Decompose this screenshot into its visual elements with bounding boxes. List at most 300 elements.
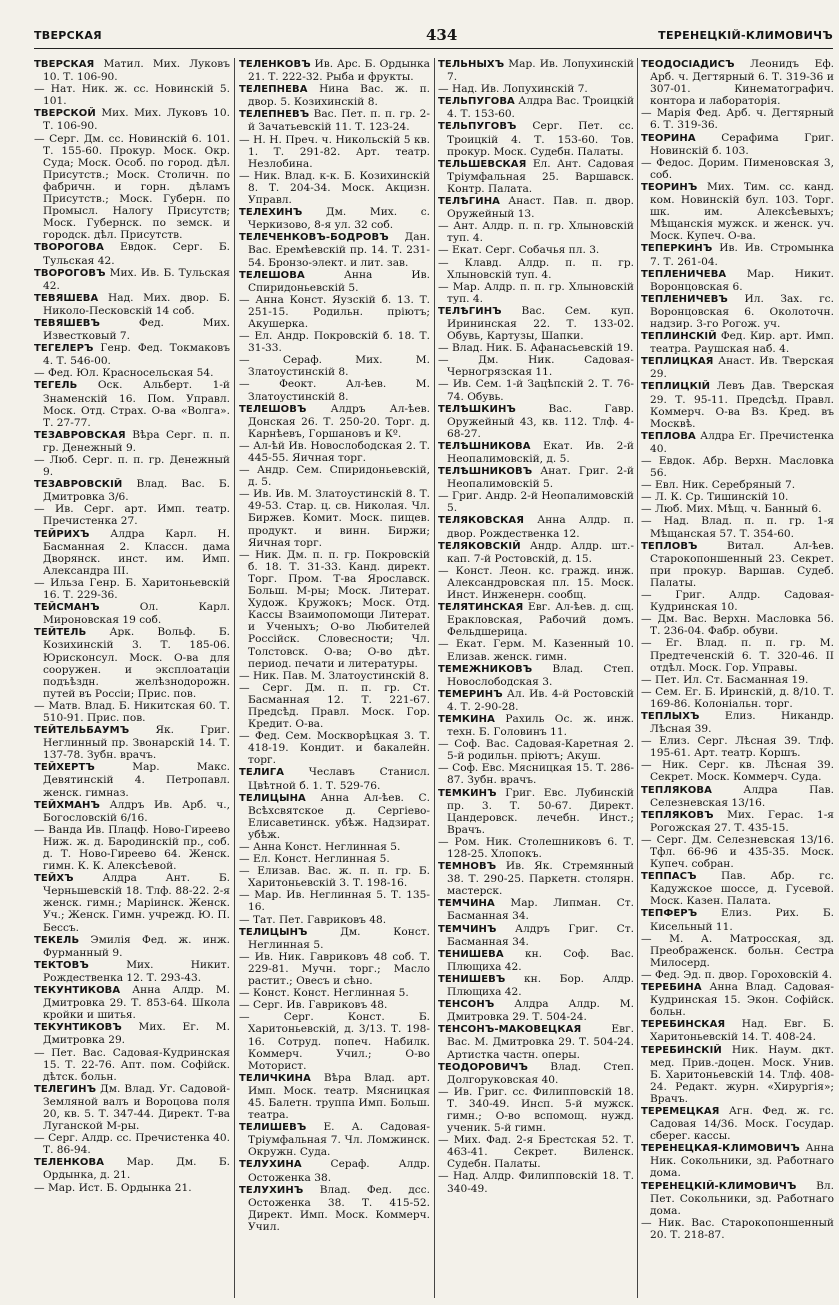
entry-surname: ТЕМЧИНЪ: [438, 923, 497, 935]
entry-surname: ТЕЛИГА: [239, 767, 285, 779]
entry-details: Елиз. Никандр. Лѣсная 39.: [650, 709, 834, 736]
entry-surname: ТЕЙХМАНЪ: [34, 799, 100, 811]
directory-entry: [641, 330, 834, 355]
entry-surname: ТВЕРСКАЯ: [34, 59, 95, 70]
directory-entry: [438, 440, 634, 465]
directory-entry: [239, 853, 430, 865]
entry-surname: ТЕЛЕПНЕВА: [239, 84, 308, 96]
directory-entry: [239, 134, 430, 170]
directory-entry: [641, 759, 834, 783]
entry-surname: ТЕЛЕЧЕНКОВЪ-БОДРОВЪ: [239, 232, 389, 244]
directory-entry: [239, 464, 430, 488]
directory-entry: [34, 503, 230, 527]
entry-surname: ТЕОРИНА: [641, 132, 696, 144]
directory-entry: [641, 515, 834, 539]
entry-details: Генр. Фед. Токмаковъ 4. Т. 546-00.: [43, 342, 230, 368]
directory-entry: [438, 1061, 634, 1086]
directory-entry: [34, 824, 230, 872]
directory-entry: [239, 1011, 430, 1071]
entry-surname: ТЕЛУХИНА: [239, 1159, 302, 1171]
entry-details: Арк. Вольф. Б. Козихинскiй 3. Т. 185-06. Юрисконсул. Моск. О-ва для сооружен. и эксплоатацiи подъѣздн. желѣзнодорожн. путей въ Россiи; Прис. пов.: [43, 626, 230, 700]
entry-details: Рахиль Ос. ж. инж. техн. Б. Головинъ 11.: [447, 712, 634, 739]
entry-details: Е. А. Садовая-Трiумфальная 7. Чл. Ломжинск. Окружн. Суда.: [248, 1121, 430, 1159]
directory-entry: [34, 577, 230, 601]
entry-details: — Екат. Серг. Собачья пл. 3.: [438, 244, 600, 257]
entry-surname: ТЕОДОСIАДИСЪ: [641, 59, 735, 70]
entry-surname: ТЕПЛЕНИЧЕВЪ: [641, 293, 728, 305]
directory-entry: [641, 380, 834, 429]
directory-entry: [239, 987, 430, 999]
entry-surname: ТЕЛѢШНИКОВЪ: [438, 466, 533, 478]
directory-entry: [34, 724, 230, 761]
entry-details: — Серг. Дм. п. п. гр. Ст. Басманная 12. Т. 221-67. Предсѣд. Правл. Моск. Гор. Кредит. О-ва.: [239, 681, 430, 731]
entry-details: Мих. Герас. 1-я Рогожская 27. Т. 435-15.: [650, 808, 834, 834]
entry-details: — Мар. Ив. Неглинная 5. Т. 135-16.: [239, 889, 430, 914]
directory-entry: [641, 268, 834, 293]
entry-details: Алдра Ант. Б. Черньшевскiй 18. Тлф. 88-22. 2-я женск. гимн.; Марiинск. Женск. Уч.; Женск. Гимн. учрежд. Ю. П. Бессъ.: [43, 872, 230, 934]
directory-entry: [239, 403, 430, 440]
directory-entry: [34, 1021, 230, 1046]
entry-details: — Ник. Влад. к-к. Б. Козихинскiй 8. Т. 204-34. Моск. Акцизн. Управл.: [239, 169, 430, 207]
directory-entry: [641, 1018, 834, 1043]
entry-details: Эмилiя Фед. ж. инж. Фурманный 9.: [43, 933, 230, 959]
entry-details: Ол. Карл. Мироновская 19 соб.: [43, 601, 230, 627]
entry-surname: ТЕЛЕНКОВА: [34, 1157, 105, 1169]
entry-details: Левъ Дав. Тверская 29. Т. 95-11. Предсѣд. Правл. Коммерч. О-ва Вз. Кред. въ Москвѣ.: [650, 380, 834, 430]
entry-surname: ТЕЙРИХЪ: [34, 528, 90, 540]
entry-details: Чеславъ Станисл. Цвѣтной б. 1. Т. 529-76.: [248, 766, 430, 792]
directory-column-2: [239, 58, 430, 1298]
entry-details: — Григ. Алдр. Садовая-Кудринская 10.: [641, 589, 834, 614]
directory-entry: [641, 242, 834, 267]
directory-entry: [641, 710, 834, 735]
entry-details: Мар. Никит. Воронцовская 6.: [650, 267, 834, 293]
directory-entry: [641, 1105, 834, 1142]
entry-surname: ТЕРЕБИНСКАЯ: [641, 1019, 726, 1031]
entry-details: Фед. Мих. Известковый 7.: [43, 316, 230, 343]
directory-entry: [641, 969, 834, 981]
entry-surname: ТЕЛЯКОВСКАЯ: [438, 515, 525, 527]
directory-entry: [641, 1180, 834, 1217]
entry-surname: ТЕВЯШЕВА: [34, 292, 99, 304]
column-divider: [434, 58, 435, 1298]
entry-surname: ТЕРЕБИНА: [641, 982, 702, 994]
directory-entry: [438, 601, 634, 638]
entry-surname: ТВЕРСКОЙ: [34, 108, 96, 120]
entry-surname: ТЕЙТЕЛЬ: [34, 627, 87, 639]
directory-entry: [34, 429, 230, 454]
directory-entry: [239, 730, 430, 766]
entry-details: Мих. Тим. сс. канд. ком. Новинскiй бул. 103. Торг. шк. им. Алексѣевыхъ; Мѣщанскiя мужск. и женск. уч. Моск. Купеч. О-ва.: [650, 180, 834, 243]
entry-details: — Люб. Серг. п. п. гр. Денежный 9.: [34, 454, 230, 479]
directory-entry: [641, 784, 834, 809]
entry-details: Дм. Конст. Неглинная 5.: [248, 925, 430, 951]
entry-details: — Над. Влад. п. п. гр. 1-я Мѣщанская 57. Т. 354-60.: [641, 515, 834, 540]
directory-entry: [34, 241, 230, 266]
entry-details: — Марiя Фед. Арб. ч. Дегтярный 6. Т. 319-36.: [641, 107, 834, 132]
entry-details: — Клавд. Алдр. п. п. гр. Хлыновскiй туп. 4.: [438, 256, 634, 281]
directory-entry: [438, 897, 634, 922]
entry-details: — Конст. Леон. кс. гражд. инж. Александровская пл. 15. Моск. Инст. Инженерн. сообщ.: [438, 564, 634, 602]
entry-details: — Сераф. Мих. М. Златоустинскiй 8.: [239, 354, 430, 379]
entry-details: — Ив. Серг. арт. Имп. театр. Пречистенка 27.: [34, 503, 230, 528]
entry-details: — Серг. Дм. Селезневская 13/16. Тфл. 66-96 и 435-35. Моск. Купеч. собран.: [641, 833, 834, 871]
entry-details: Дм. Влад. Уг. Садовой-Земляной валъ и Вороцова поля 20, кв. 5. Т. 347-44. Директ. Т-ва Луганской М-ры.: [43, 1082, 230, 1133]
page-header: [34, 26, 833, 49]
entry-surname: ТЕЙХЕРТЪ: [34, 762, 95, 774]
directory-entry: [239, 231, 430, 268]
directory-entry: [34, 601, 230, 626]
directory-entry: [438, 257, 634, 281]
directory-entry: [438, 663, 634, 688]
column-divider: [637, 58, 638, 1298]
entry-details: — Ром. Ник. Столешниковъ 6. Т. 128-25. Хлопокъ.: [438, 835, 634, 860]
directory-entry: [239, 682, 430, 730]
entry-surname: ТЕНИШЕВА: [438, 948, 504, 960]
directory-entry: [438, 465, 634, 490]
directory-entry: [34, 83, 230, 107]
directory-entry: [34, 626, 230, 700]
directory-entry: [438, 1134, 634, 1170]
entry-surname: ТЕЛУХИНЪ: [239, 1184, 304, 1196]
entry-details: — М. А. Матросская, зд. Преображенск. больн. Сестра Милосерд.: [641, 932, 834, 969]
directory-entry: [239, 914, 430, 926]
entry-surname: ТЕРЕНЕЦКАЯ-КЛИМОВИЧЪ: [641, 1143, 800, 1155]
page-number: 434: [426, 26, 458, 44]
entry-surname: ТЕЛѢШКИНЪ: [438, 403, 516, 415]
directory-entry: [641, 479, 834, 491]
entry-surname: ТЕГЕЛЬ: [34, 380, 78, 392]
entry-details: Мих. Ег. М. Дмитровка 29.: [43, 1021, 230, 1047]
entry-surname: ТЕПФЕРЪ: [641, 908, 698, 920]
entry-details: — Соф. Евс. Мясницкая 15. Т. 286-87. Зубн. врачъ.: [438, 762, 634, 787]
entry-surname: ТЕМКИНА: [438, 713, 495, 725]
directory-entry: [239, 378, 430, 402]
directory-entry: [641, 355, 834, 380]
entry-details: Мар. Липман. Ст. Басманная 34.: [447, 897, 634, 923]
entry-details: Алдръ Григ. Ст. Басманная 34.: [447, 922, 634, 948]
entry-details: Нина Вас. ж. п. двор. 5. Козихинскiй 8.: [248, 83, 430, 109]
entry-surname: ТЕЛИЦЫНЪ: [239, 926, 308, 938]
entry-details: — Анна Конст. Яузскiй б. 13. Т. 251-15. Родильн. прiютъ; Акушерка.: [239, 293, 430, 330]
directory-entry: [438, 688, 634, 713]
entry-details: — Серг. Алдр. сс. Пречистенка 40. Т. 86-94.: [34, 1132, 230, 1157]
entry-details: Мих. Ив. Б. Тульская 42.: [43, 266, 230, 292]
directory-entry: [438, 738, 634, 762]
directory-entry: [641, 809, 834, 834]
entry-details: Агн. Фед. ж. гс. Садовая 14/36. Моск. Государ. сберег. кассы.: [650, 1104, 834, 1143]
directory-column-1: [34, 58, 230, 1298]
entry-details: Вас. Сем. куп. Ирининская 22. Т. 133-02. Обувь, Картузы, Шапки.: [447, 304, 634, 343]
entry-details: Евг. Ал-ѣев. д. сщ. Еракловская, Рабочий домъ. Фельдшерица.: [447, 601, 634, 639]
entry-surname: ТЕЛѢГИНА: [438, 196, 501, 208]
entry-surname: ТЕОДОРОВИЧЪ: [438, 1061, 528, 1073]
directory-entry: [34, 1182, 230, 1194]
directory-entry: [641, 430, 834, 455]
directory-entry: [641, 1142, 834, 1179]
entry-surname: ТВОРОГОВЪ: [34, 267, 106, 279]
entry-details: Ив. Ив. Стромынка 7. Т. 261-04.: [650, 242, 834, 268]
directory-entry: [438, 762, 634, 786]
directory-entry: [438, 973, 634, 998]
entry-details: Влад. Степ. Долгоруковская 40.: [447, 1060, 634, 1086]
entry-details: — Фед. Эд. п. двор. Гороховскiй 4.: [641, 968, 833, 981]
entry-details: — Мар. Ист. Б. Ордынка 21.: [34, 1181, 192, 1194]
entry-surname: ТЕЛЕШОВЪ: [239, 403, 307, 415]
entry-details: — Серг. Ив. Гавриковъ 48.: [239, 999, 388, 1012]
entry-details: Сераф. Алдр. Остоженка 38.: [248, 1158, 430, 1184]
entry-details: — Ванда Ив. Плацф. Ново-Гиреево Ниж. ж. д. Бародинскiй пр., соб. д. Т. Ново-Гиреево 64. Женск. гимн. К. К. Алексѣевой.: [34, 823, 230, 873]
entry-surname: ТЕПЛИЦКАЯ: [641, 356, 714, 368]
entry-surname: ТЕЙТЕЛЬБАУМЪ: [34, 725, 130, 737]
entry-details: — Над. Алдр. Филипповскiй 18. Т. 340-49.: [438, 1170, 634, 1195]
entry-surname: ТЕЛЯТИНСКАЯ: [438, 602, 524, 614]
entry-details: Анаст. Ив. Тверская 29.: [650, 355, 834, 381]
directory-entry: [34, 1156, 230, 1181]
entry-details: — Ант. Алдр. п. п. гр. Хлыновскiй туп. 4.: [438, 220, 634, 245]
directory-entry: [34, 799, 230, 824]
directory-entry: [641, 870, 834, 907]
entry-details: — Фед. Сем. Москворѣцкая 3. Т. 418-19. Кондит. и бакалейн. торг.: [239, 730, 430, 767]
directory-entry: [438, 378, 634, 402]
entry-details: Елиз. Рих. Б. Кисельный 11.: [650, 907, 834, 933]
directory-entry: [34, 454, 230, 478]
entry-details: Алдра Пав. Селезневская 13/16.: [650, 783, 834, 809]
entry-surname: ТЕЛЬПУГОВА: [438, 96, 515, 108]
directory-entry: [641, 107, 834, 131]
directory-entry: [239, 951, 430, 987]
directory-entry: [239, 926, 430, 951]
entry-details: Алдръ Ив. Арб. ч., Богословскiй 6/16.: [43, 798, 230, 824]
entry-surname: ТЕПЕРКИНЪ: [641, 243, 713, 255]
entry-surname: ТВОРОГОВА: [34, 242, 104, 254]
entry-details: Ал. Ив. 4-й Ростовскiй 4. Т. 2-90-28.: [447, 687, 634, 713]
entry-surname: ТЕКУНТИКОВЪ: [34, 1022, 122, 1034]
directory-entry: [438, 195, 634, 220]
directory-entry: [641, 157, 834, 181]
entry-surname: ТЕПЛИЦКIЙ: [641, 381, 711, 393]
entry-details: — Ив. Григ. сс. Филипповскiй 18. Т. 340-49. Инсп. 5-й мужск. гимн.; О-во вспомощ. нужд. ученик. 5-й гимн.: [438, 1085, 634, 1135]
entry-surname: ТЕЛЕНКОВЪ: [239, 59, 311, 70]
entry-details: Анна Алдр. п. двор. Рождественка 12.: [447, 514, 634, 540]
directory-entry: [438, 403, 634, 440]
entry-details: Ил. Зах. гс. Воронцовская 6. Околоточн. надзир. 3-го Рогож. уч.: [650, 292, 834, 330]
directory-entry: [239, 108, 430, 133]
directory-entry: [34, 1132, 230, 1156]
entry-surname: ТЕЛЬШЕВСКАЯ: [438, 158, 527, 170]
entry-details: Анна Алдр. М. Дмитровка 29. Т. 853-64. Школа кройки и шитья.: [43, 984, 230, 1022]
entry-details: Вас. Гавр. Оружейный 43, кв. 112. Тлф. 4-68-27.: [447, 402, 634, 440]
entry-details: — Матв. Влад. Б. Никитская 60. Т. 510-91. Прис. пов.: [34, 699, 230, 724]
directory-entry: [438, 836, 634, 860]
directory-entry: [641, 503, 834, 515]
entry-details: — Дм. Ник. Садовая-Черногрязская 11.: [438, 354, 634, 379]
entry-details: Дан. Вас. Еремѣевскiй пр. 14. Т. 231-54. Бронзо-элект. и лит. зав.: [248, 231, 430, 269]
entry-details: Анна Ал-ѣев. С. Всѣхсвятское д. Сергiево-Елисаветинск. убѣж. Надзират. убѣж.: [248, 791, 430, 841]
directory-entry: [438, 342, 634, 354]
entry-details: Влад. Вас. Б. Дмитровка 3/6.: [43, 478, 230, 504]
entry-details: — Конст. Конст. Неглинная 5.: [239, 987, 409, 1000]
directory-entry: [641, 58, 834, 107]
directory-entry: [641, 613, 834, 637]
entry-details: — Люб. Мих. Мѣщ. ч. Банный 6.: [641, 503, 822, 516]
directory-entry: [34, 292, 230, 317]
directory-entry: [641, 1217, 834, 1241]
directory-entry: [641, 293, 834, 330]
entry-details: Влад. Степ. Новослободская 3.: [447, 662, 634, 688]
directory-entry: [641, 686, 834, 710]
directory-entry: [239, 1158, 430, 1183]
directory-entry: [239, 766, 430, 791]
running-head-right: ТЕРЕНЕЦКIЙ-КЛИМОВИЧЪ: [658, 29, 833, 42]
entry-surname: ТЕЛѢШНИКОВА: [438, 440, 531, 452]
directory-entry: [239, 841, 430, 853]
directory-entry: [34, 959, 230, 984]
directory-entry: [239, 440, 430, 464]
directory-entry: [438, 1086, 634, 1134]
entry-surname: ТЕРЕМЕЦКАЯ: [641, 1105, 720, 1117]
directory-entry: [438, 565, 634, 601]
entry-details: Ив. Як. Стремянный 38. Т. 290-25. Паркетн. столярн. мастерск.: [447, 860, 634, 898]
entry-details: — Евдок. Абр. Верхн. Масловка 56.: [641, 455, 834, 480]
entry-details: — Ив. Сем. 1-й Зацѣпскiй 2. Т. 76-74. Обувь.: [438, 378, 634, 403]
column-divider: [234, 58, 235, 1298]
directory-entry: [34, 984, 230, 1021]
directory-entry: [438, 638, 634, 662]
entry-details: Григ. Евс. Лубинскiй пр. 3. Т. 50-67. Директ. Цандеровск. лечебн. Инст.; Врачъ.: [447, 786, 634, 836]
entry-details: — Екат. Герм. М. Казенный 10. Елизав. женск. гимн.: [438, 638, 634, 663]
directory-entry: [34, 478, 230, 503]
entry-surname: ТЕРЕБИНСКIЙ: [641, 1044, 722, 1056]
entry-surname: ТЕЛЬПУГОВЪ: [438, 121, 517, 133]
entry-surname: ТЕЛЕПНЕВЪ: [239, 109, 310, 121]
entry-surname: ТЕЛЕХИНЪ: [239, 207, 303, 219]
entry-surname: ТЕМКИНЪ: [438, 787, 497, 799]
entry-details: Оск. Альберт. 1-й Знаменскiй 16. Пом. Управл. Моск. Отд. Страх. О-ва «Волга». Т. 27-77.: [43, 379, 230, 429]
entry-details: — Мар. Алдр. п. п. гр. Хлыновскiй туп. 4.: [438, 280, 634, 305]
entry-surname: ТЕНСОНЪ: [438, 999, 495, 1011]
directory-entry: [438, 713, 634, 738]
entry-details: Мар. Макс. Девятинскiй 4. Петропавл. женск. гимназ.: [43, 761, 230, 799]
entry-surname: ТЕПЛИНСКIЙ: [641, 331, 717, 343]
directory-entry: [239, 865, 430, 889]
entry-details: Влад. Фед. дсс. Остоженка 38. Т. 415-52. Директ. Имп. Моск. Коммерч. Учил.: [248, 1183, 430, 1233]
directory-entry: [239, 294, 430, 330]
directory-entry: [641, 1044, 834, 1105]
directory-entry: [438, 948, 634, 973]
entry-details: Алдра Ег. Пречистенка 40.: [650, 429, 834, 455]
entry-details: — Над. Ив. Лопухинскiй 7.: [438, 83, 588, 96]
directory-entry: [239, 670, 430, 682]
entry-details: Анна Влад. Садовая-Кудринская 15. Экон. Софiйск. больн.: [650, 981, 834, 1019]
entry-details: — Ив. Ник. Гавриковъ 48 соб. Т. 229-81. Мучн. торг.; Масло растит.; Овесъ и сѣно.: [239, 950, 430, 988]
directory-entry: [34, 934, 230, 959]
entry-details: Ив. Арс. Б. Ордынка 21. Т. 222-32. Рыба и фрукты.: [248, 58, 430, 84]
entry-surname: ТЕПЛЯКОВА: [641, 784, 712, 796]
directory-entry: [34, 379, 230, 428]
directory-entry: [34, 133, 230, 242]
directory-entry: [438, 998, 634, 1023]
entry-details: — Пет. Вас. Садовая-Кудринская 15. Т. 22-76. Апт. пом. Софiйск. дѣтск. больн.: [34, 1046, 230, 1083]
directory-entry: [641, 491, 834, 503]
entry-details: Над. Евг. Б. Харитоньевскiй 14. Т. 408-24.: [650, 1018, 834, 1044]
entry-details: — Евл. Ник. Серебряный 7.: [641, 479, 796, 492]
entry-surname: ТЕКЕЛЬ: [34, 934, 80, 946]
entry-surname: ТЕПЛЯКОВЪ: [641, 809, 714, 821]
directory-entry: [641, 455, 834, 479]
directory-entry: [34, 528, 230, 577]
entry-surname: ТЕПЛЫХЪ: [641, 710, 700, 722]
directory-entry: [438, 923, 634, 948]
entry-details: — Серг. Конст. Б. Харитоньевскiй, д. 3/13. Т. 198-16. Сотруд. попеч. Набилк. Коммерч. Учил.; О-во Моторист.: [239, 1011, 430, 1072]
entry-details: Леонидъ Еф. Арб. ч. Дегтярный 6. Т. 319-36 и 307-01. Кинематографич. контора и лабораторiя.: [650, 58, 834, 108]
entry-surname: ТЕОРИНЪ: [641, 181, 698, 193]
directory-entry: [239, 206, 430, 231]
entry-surname: ТЕЛЕГИНЪ: [34, 1083, 97, 1095]
directory-entry: [438, 860, 634, 897]
entry-details: Ел. Ант. Садовая Трiумфальная 25. Варшавск. Контр. Палата.: [447, 157, 634, 195]
entry-details: — Ильза Генр. Б. Харитоньевскiй 16. Т. 229-36.: [34, 576, 230, 602]
entry-surname: ТЕМЧИНА: [438, 898, 495, 910]
directory-entry: [438, 220, 634, 244]
directory-entry: [438, 158, 634, 195]
directory-entry: [641, 735, 834, 759]
directory-entry: [34, 761, 230, 798]
directory-column-3: [438, 58, 634, 1298]
entry-details: — Фед. Юл. Красносельская 54.: [34, 367, 214, 380]
directory-entry: [239, 792, 430, 841]
directory-entry: [438, 83, 634, 95]
entry-details: — Сем. Ег. Б. Иринскiй, д. 8/10. Т. 169-86. Колонiальн. торг.: [641, 685, 834, 710]
directory-entry: [34, 1047, 230, 1083]
directory-entry: [438, 490, 634, 514]
entry-details: — Пет. Ил. Ст. Басманная 19.: [641, 673, 809, 686]
entry-details: — Мих. Фад. 2-я Брестская 52. Т. 463-41. Секрет. Виленск. Судебн. Палаты.: [438, 1134, 634, 1171]
entry-details: — Ник. Вас. Старокопоншенный 20. Т. 218-87.: [641, 1216, 834, 1241]
entry-details: Ник. Наум. дкт. мед. Прив.-доцен. Моск. Унив. Б. Харитоньевскiй 14. Тлф. 408-24. Редакт. журн. «Хирургiя»; Врачъ.: [650, 1043, 834, 1105]
entry-details: Вѣра Влад. арт. Имп. Моск. театр. Мясницкая 45. Балетн. труппа Имп. Больш. театра.: [248, 1071, 430, 1122]
entry-details: Вѣра Серг. п. п. гр. Денежный 9.: [43, 428, 230, 454]
directory-entry: [239, 488, 430, 548]
entry-details: кн. Соф. Вас. Плющиха 42.: [447, 947, 634, 973]
entry-surname: ТЕКУНТИКОВА: [34, 985, 121, 997]
entry-details: Анаст. Пав. п. двор. Оружейный 13.: [447, 195, 634, 221]
entry-details: — Нат. Ник. ж. сс. Новинскiй 5. 101.: [34, 83, 230, 108]
entry-details: Мар. Дм. Б. Ордынка, д. 21.: [43, 1156, 230, 1182]
entry-details: — Дм. Вас. Верхн. Масловка 56. Т. 236-04. Фабр. обуви.: [641, 613, 834, 638]
entry-surname: ТЕЗАВРОВСКIЙ: [34, 479, 123, 491]
directory-entry: [34, 1083, 230, 1132]
entry-details: Анат. Григ. 2-й Неопалимовскiй 5.: [447, 465, 634, 491]
directory-entry: [438, 540, 634, 565]
entry-details: — Ел. Андр. Покровскiй б. 18. Т. 31-33.: [239, 330, 430, 355]
directory-entry: [34, 872, 230, 933]
directory-entry: [641, 589, 834, 613]
directory-entry: [641, 834, 834, 870]
directory-entry: [438, 305, 634, 342]
entry-details: — Ал-ѣй Ив. Новослободская 2. Т. 445-55. Яичная торг.: [239, 439, 430, 464]
entry-details: — Ник. Пав. М. Златоустинскiй 8.: [239, 669, 429, 682]
directory-entry: [641, 933, 834, 969]
entry-details: Евдок. Серг. Б. Тульская 42.: [43, 241, 230, 267]
entry-details: Алдра Карл. Н. Басманная 2. Классн. дама Дворянск. инст. им. Имп. Александра III.: [43, 527, 230, 577]
entry-surname: ТЕЛЯКОВСКIЙ: [438, 540, 521, 552]
directory-entry: [239, 999, 430, 1011]
directory-entry: [438, 281, 634, 305]
entry-details: — Федос. Дорим. Пименовская 3, соб.: [641, 156, 834, 181]
entry-details: — Ег. Влад. п. п. гр. М. Предтеченскiй 6. Т. 320-46. II отдѣл. Моск. Гор. Управы.: [641, 637, 834, 674]
entry-details: — Л. К. Ср. Тишинскiй 10.: [641, 491, 789, 504]
